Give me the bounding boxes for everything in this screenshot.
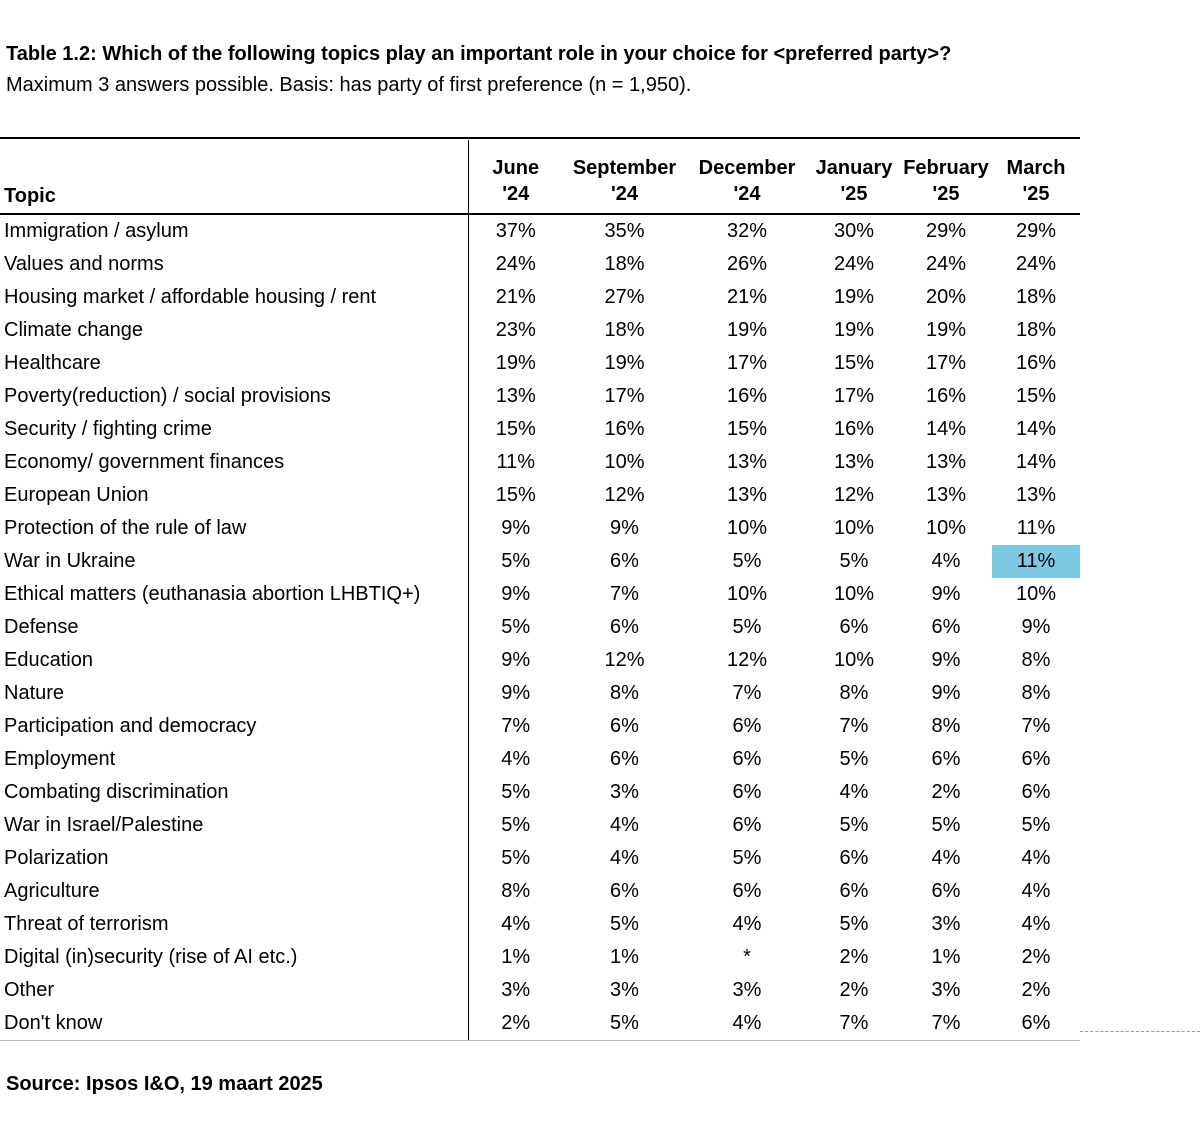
- column-header-year: '25: [840, 183, 868, 205]
- value-cell: 4%: [732, 913, 762, 935]
- value-cell: 4%: [1021, 913, 1051, 935]
- value-cell: 8%: [501, 880, 531, 902]
- value-cell: 17%: [726, 352, 768, 374]
- column-header: [992, 140, 1080, 214]
- value-cell: 18%: [604, 319, 645, 341]
- value-cell: 7%: [839, 715, 869, 737]
- value-cell: 10%: [833, 649, 875, 671]
- value-cell: 19%: [726, 319, 768, 341]
- value-cell: 10%: [1015, 583, 1057, 605]
- value-cell: 8%: [1021, 649, 1051, 671]
- column-header-month: January: [815, 157, 893, 179]
- value-cell: 3%: [732, 979, 762, 1001]
- value-cell: 6%: [931, 616, 961, 638]
- value-cell: 6%: [610, 715, 639, 737]
- value-cell: 2%: [839, 979, 869, 1001]
- column-header-year: '24: [610, 183, 638, 205]
- value-cell: 6%: [732, 748, 762, 770]
- table-row: [0, 214, 1080, 248]
- value-cell: 7%: [1021, 715, 1051, 737]
- value-cell: 3%: [610, 781, 639, 803]
- value-cell: 10%: [833, 517, 875, 539]
- value-cell: 5%: [1021, 814, 1051, 836]
- topic-cell: War in Israel/Palestine: [0, 809, 468, 842]
- value-cell: 6%: [839, 880, 869, 902]
- value-cell: 7%: [732, 682, 762, 704]
- table-row: [0, 644, 1080, 677]
- value-cell: 18%: [1015, 319, 1057, 341]
- topic-cell: Poverty(reduction) / social provisions: [0, 380, 468, 413]
- topic-cell: Agriculture: [0, 875, 468, 908]
- table-row: [0, 776, 1080, 809]
- table-row: [0, 248, 1080, 281]
- value-cell: 19%: [604, 352, 645, 374]
- value-cell: 6%: [610, 748, 639, 770]
- value-cell: 35%: [604, 220, 645, 242]
- table-row: [0, 908, 1080, 941]
- value-cell: 13%: [925, 451, 967, 473]
- value-cell: 4%: [1021, 880, 1051, 902]
- value-cell: 14%: [925, 418, 967, 440]
- value-cell: 20%: [925, 286, 967, 308]
- topic-header: Topic: [0, 140, 468, 214]
- value-cell: 4%: [610, 814, 639, 836]
- highlighted-value-cell: 11%: [992, 545, 1080, 578]
- value-cell: 4%: [931, 550, 961, 572]
- value-cell: 24%: [925, 253, 967, 275]
- value-cell: 21%: [495, 286, 536, 308]
- value-cell: 5%: [501, 616, 531, 638]
- value-cell: 2%: [839, 946, 869, 968]
- value-cell: 37%: [495, 220, 536, 242]
- value-cell: 6%: [931, 880, 961, 902]
- topic-cell: Participation and democracy: [0, 710, 468, 743]
- topic-cell: War in Ukraine: [0, 545, 468, 578]
- value-cell: 4%: [931, 847, 961, 869]
- topic-cell: Employment: [0, 743, 468, 776]
- value-cell: 6%: [732, 715, 762, 737]
- value-cell: 16%: [925, 385, 967, 407]
- topic-cell: Housing market / affordable housing / rent: [0, 281, 468, 314]
- topic-cell: Protection of the rule of law: [0, 512, 468, 545]
- column-header-month: March: [1006, 157, 1066, 179]
- value-cell: 12%: [726, 649, 768, 671]
- value-cell: 3%: [931, 913, 961, 935]
- topic-cell: Economy/ government finances: [0, 446, 468, 479]
- table-row: [0, 1007, 1080, 1041]
- value-cell: 2%: [1021, 946, 1051, 968]
- topic-cell: Climate change: [0, 314, 468, 347]
- value-cell: 6%: [839, 616, 869, 638]
- column-header-month: June: [492, 157, 540, 179]
- table-body: [0, 214, 1080, 1041]
- value-cell: 5%: [839, 748, 869, 770]
- value-cell: *: [743, 946, 751, 968]
- value-cell: 24%: [495, 253, 536, 275]
- topic-cell: Values and norms: [0, 248, 468, 281]
- column-header-year: '24: [502, 183, 530, 205]
- value-cell: 17%: [833, 385, 875, 407]
- value-cell: 3%: [931, 979, 961, 1001]
- value-cell: 8%: [610, 682, 639, 704]
- value-cell: 4%: [501, 913, 531, 935]
- value-cell: 6%: [732, 880, 762, 902]
- value-cell: 16%: [833, 418, 875, 440]
- value-cell: 15%: [495, 418, 536, 440]
- value-cell: 12%: [604, 649, 645, 671]
- value-cell: 16%: [726, 385, 768, 407]
- topic-cell: Threat of terrorism: [0, 908, 468, 941]
- table-row: [0, 743, 1080, 776]
- value-cell: 10%: [726, 517, 768, 539]
- value-cell: 19%: [925, 319, 967, 341]
- value-cell: 5%: [839, 814, 869, 836]
- value-cell: 6%: [1021, 781, 1051, 803]
- value-cell: 6%: [1021, 748, 1051, 770]
- value-cell: 7%: [501, 715, 531, 737]
- value-cell: 24%: [1015, 253, 1057, 275]
- table-row: [0, 578, 1080, 611]
- value-cell: 6%: [839, 847, 869, 869]
- value-cell: 16%: [1015, 352, 1057, 374]
- table-row: [0, 710, 1080, 743]
- value-cell: 5%: [563, 1007, 686, 1041]
- value-cell: 9%: [501, 682, 531, 704]
- table-row: [0, 974, 1080, 1007]
- value-cell: 5%: [501, 781, 531, 803]
- value-cell: 12%: [604, 484, 645, 506]
- column-header-year: '25: [1022, 183, 1050, 205]
- value-cell: 19%: [833, 319, 875, 341]
- table-row: [0, 314, 1080, 347]
- value-cell: 7%: [808, 1007, 900, 1041]
- value-cell: 27%: [604, 286, 645, 308]
- value-cell: 5%: [839, 913, 869, 935]
- value-cell: 1%: [610, 946, 639, 968]
- value-cell: 13%: [833, 451, 875, 473]
- column-header-year: '24: [733, 183, 761, 205]
- value-cell: 5%: [501, 814, 531, 836]
- value-cell: 3%: [610, 979, 639, 1001]
- value-cell: 11%: [496, 451, 536, 473]
- value-cell: 26%: [726, 253, 768, 275]
- table-row: [0, 281, 1080, 314]
- value-cell: 9%: [931, 649, 961, 671]
- value-cell: 15%: [1015, 385, 1057, 407]
- value-cell: 5%: [732, 550, 762, 572]
- column-header-month: December: [698, 157, 796, 179]
- topic-cell: European Union: [0, 479, 468, 512]
- table-row: [0, 677, 1080, 710]
- value-cell: 8%: [839, 682, 869, 704]
- topic-cell: Security / fighting crime: [0, 413, 468, 446]
- value-cell: 4%: [839, 781, 869, 803]
- value-cell: 19%: [495, 352, 536, 374]
- topic-cell: Combating discrimination: [0, 776, 468, 809]
- value-cell: 15%: [833, 352, 875, 374]
- value-cell: 6%: [610, 880, 639, 902]
- value-cell: 6%: [992, 1007, 1080, 1041]
- value-cell: 21%: [726, 286, 768, 308]
- value-cell: 1%: [931, 946, 961, 968]
- value-cell: 7%: [610, 583, 639, 605]
- value-cell: 6%: [610, 616, 639, 638]
- table-row: [0, 545, 1080, 578]
- value-cell: 18%: [1015, 286, 1057, 308]
- column-header: [468, 140, 563, 214]
- value-cell: 9%: [931, 682, 961, 704]
- table-row: [0, 413, 1080, 446]
- dashed-divider: [1080, 1031, 1200, 1032]
- value-cell: 17%: [925, 352, 967, 374]
- table-row: [0, 842, 1080, 875]
- value-cell: 6%: [931, 748, 961, 770]
- value-cell: 13%: [1015, 484, 1057, 506]
- value-cell: 23%: [495, 319, 536, 341]
- value-cell: 4%: [686, 1007, 808, 1041]
- column-header-year: '25: [932, 183, 960, 205]
- value-cell: 8%: [931, 715, 961, 737]
- value-cell: 10%: [604, 451, 645, 473]
- value-cell: 24%: [833, 253, 875, 275]
- value-cell: 14%: [1015, 451, 1057, 473]
- value-cell: 7%: [900, 1007, 992, 1041]
- value-cell: 29%: [925, 220, 967, 242]
- value-cell: 16%: [604, 418, 645, 440]
- topic-cell: Digital (in)security (rise of AI etc.): [0, 941, 468, 974]
- value-cell: 13%: [726, 484, 768, 506]
- topic-cell: Don't know: [0, 1007, 468, 1041]
- column-header-month: September: [572, 157, 677, 179]
- value-cell: 10%: [726, 583, 768, 605]
- value-cell: 5%: [610, 913, 639, 935]
- value-cell: 5%: [501, 847, 531, 869]
- value-cell: 9%: [931, 583, 961, 605]
- value-cell: 5%: [839, 550, 869, 572]
- source-note: Source: Ipsos I&O, 19 maart 2025: [6, 1073, 323, 1095]
- value-cell: 9%: [1021, 616, 1051, 638]
- value-cell: 5%: [501, 550, 531, 572]
- value-cell: 4%: [501, 748, 531, 770]
- value-cell: 3%: [501, 979, 531, 1001]
- header-row: [0, 140, 1080, 214]
- value-cell: 5%: [732, 616, 762, 638]
- table-row: [0, 875, 1080, 908]
- value-cell: 13%: [925, 484, 967, 506]
- column-header: [808, 140, 900, 214]
- topic-cell: Ethical matters (euthanasia abortion LHBTIQ+): [0, 578, 468, 611]
- value-cell: 6%: [732, 781, 762, 803]
- value-cell: 5%: [732, 847, 762, 869]
- table-row: [0, 611, 1080, 644]
- value-cell: 30%: [833, 220, 875, 242]
- table-row: [0, 479, 1080, 512]
- table-row: [0, 512, 1080, 545]
- table-row: [0, 347, 1080, 380]
- value-cell: 32%: [726, 220, 768, 242]
- value-cell: 15%: [495, 484, 536, 506]
- value-cell: 4%: [610, 847, 639, 869]
- table-row: [0, 941, 1080, 974]
- topic-cell: Defense: [0, 611, 468, 644]
- value-cell: 10%: [925, 517, 967, 539]
- value-cell: 9%: [501, 583, 531, 605]
- value-cell: 9%: [501, 517, 531, 539]
- table-row: [0, 446, 1080, 479]
- value-cell: 9%: [501, 649, 531, 671]
- value-cell: 5%: [931, 814, 961, 836]
- value-cell: 17%: [604, 385, 645, 407]
- value-cell: 15%: [726, 418, 768, 440]
- topic-cell: Other: [0, 974, 468, 1007]
- value-cell: 10%: [833, 583, 875, 605]
- table-title: Table 1.2: Which of the following topics play an important role in your choice for <preferred party>?: [6, 43, 952, 65]
- value-cell: 4%: [1021, 847, 1051, 869]
- topic-cell: Polarization: [0, 842, 468, 875]
- value-cell: 29%: [1015, 220, 1057, 242]
- top-rule: [0, 137, 1080, 139]
- value-cell: 6%: [732, 814, 762, 836]
- value-cell: 13%: [726, 451, 768, 473]
- topic-cell: Immigration / asylum: [0, 214, 468, 248]
- value-cell: 12%: [833, 484, 875, 506]
- column-header-month: February: [903, 157, 989, 179]
- value-cell: 13%: [495, 385, 536, 407]
- value-cell: 2%: [931, 781, 961, 803]
- table-row: [0, 380, 1080, 413]
- column-header: [563, 140, 686, 214]
- value-cell: 18%: [604, 253, 645, 275]
- column-header: [900, 140, 992, 214]
- column-header: [686, 140, 808, 214]
- topic-cell: Education: [0, 644, 468, 677]
- value-cell: 2%: [468, 1007, 563, 1041]
- value-cell: 2%: [1021, 979, 1051, 1001]
- value-cell: 6%: [610, 550, 639, 572]
- topic-cell: Nature: [0, 677, 468, 710]
- value-cell: 19%: [833, 286, 875, 308]
- value-cell: 8%: [1021, 682, 1051, 704]
- topic-cell: Healthcare: [0, 347, 468, 380]
- bottom-rule: [0, 1040, 1080, 1041]
- value-cell: 9%: [610, 517, 639, 539]
- value-cell: 1%: [501, 946, 531, 968]
- data-table: [0, 140, 1080, 1041]
- table-subtitle: Maximum 3 answers possible. Basis: has party of first preference (n = 1,950).: [6, 74, 692, 96]
- value-cell: 14%: [1015, 418, 1057, 440]
- table-row: [0, 809, 1080, 842]
- value-cell: 11%: [1016, 517, 1056, 539]
